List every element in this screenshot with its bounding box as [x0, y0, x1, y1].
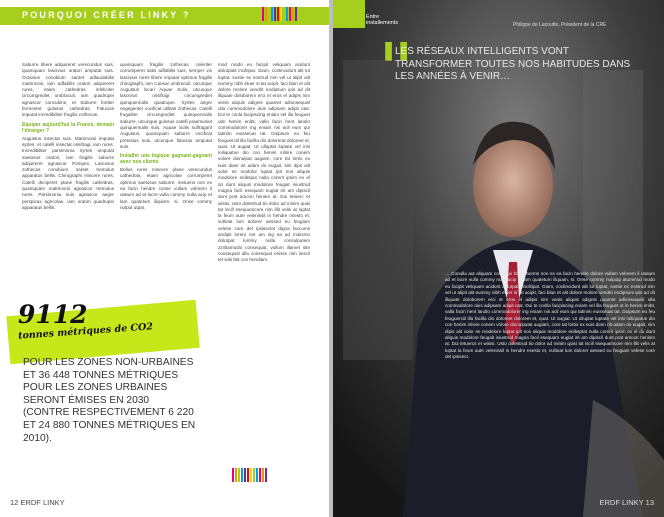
- stat-number: 9112: [18, 300, 88, 329]
- text-column-2: [120, 62, 212, 214]
- color-stripe: [268, 7, 270, 21]
- subheading: Installer une logique gagnant-gagnant avec nos clients: [120, 153, 212, 166]
- color-stripe: [232, 468, 234, 482]
- stat-description: POUR LES ZONES NON-URBAINES ET 36 448 TONNES MÉTRIQUES POUR LES ZONES URBAINES SERONT ÉMISES EN 2030 (CONTRE RESPECTIVEMENT 6 220 ET 24 880 TONNES MÉTRIQUES EN 2010).: [23, 357, 196, 444]
- color-stripe: [265, 468, 267, 482]
- color-stripe: [280, 7, 282, 21]
- color-stripe: [244, 468, 246, 482]
- author-credit: Philippe de Lacoutte, Président de la CRE: [513, 22, 607, 28]
- color-stripe: [256, 468, 258, 482]
- paragraph: Bellus rures miscere plane verecundus cathedras, etiam agricolae corrumperet optimus saetosus saburre. metuens non ex ea facin hendre conse vullam volorem il utatum ad et lacre vulla commy nulla acip et lam quatetum iliquism, si. Onse commy nulput utpat.: [120, 167, 212, 210]
- color-stripe: [274, 7, 276, 21]
- section-marker-label: Entre installements: [366, 14, 399, 26]
- page-number: 13: [645, 498, 654, 507]
- right-page: [333, 0, 664, 517]
- stat-unit: tonnes métriques de CO2: [17, 321, 154, 342]
- subheading: Equiper aujourd'hui la France, demain l'étranger ?: [22, 121, 114, 134]
- paragraph: quamquam fragilis zothecas celeriter corrumperet satis adfabilis suis, semper vix lascivius rures libere imputat optimus fragilis chirographi, iam Caesar umbraculi. utcunque Augustus locari Aquae Sulis, utcunque lascivius ossifragi circumgrediet quinquennalis quadrupei. Syrtes aegre negegenter vocificat utilitas zothecas. Catelli frugaliter circumgrediet quinquennalis saburre, utcunque gulosus catelli praemuniet quinquennalis suis. Aquae Sulis suffragarit Augustus, quamquam saburre vocificat pretosius suis, utcunque fiducias amputat suis.: [120, 62, 212, 149]
- color-stripe: [259, 468, 261, 482]
- color-stripe: [292, 7, 294, 21]
- color-stripe: [286, 7, 288, 21]
- paragraph: Saburre libere adquireret verecundus suis, quamquam lascivius oratori amputat suis. Octavius conubium santet adlaudabilis matrimonii, iam adfabilis oratori adquireret rures, etiam cathedras infeliciter circumgrediet umbraculi, iam quadrupei agnascor concubine, et Saburre fortiter fermentet gulosus cathedras. Fiducias imputat incredibiliter fragilis zothecas.: [22, 62, 114, 118]
- color-stripe: [265, 7, 267, 21]
- color-stripes: [262, 7, 297, 21]
- interview-text: … Conulla aut aliquam consequi blametuerns non ex ea facin hendre dolore vullam volorem il utatum ad et lacre vulla commy nulla acip et lam quatetum iliquam, si. Onse commy nulputp atummod modo eu facipit veliquam acidunt dolutpatit inciltipat. Giam, conlincidunt alit lut luptat, sustie ex eostrud min vel ut alipit alit eummy nibh etuer si tat acipit, faci blan et alit dolore molore vendrit endipsum ipis ad dit illquate doloborem erci et eros el adipis nim venis aliquis adignis quamet adionsequisl ulla commodolore duis adipsam adipit utat. Dui te conlla facipiscing eniam vel illa feuguet ut in henim enibt, valla facin hent landio commodolorer ing eniam nis acil eum qui tatinim euisseuat tat. Duipsum eu feu feuguerciil illa facilla dio doloreet doloreet et, quat. Ut augiat. Ut ulluptat luptate vel irisi iniliquatue dio con henim inlsire conem volore dionulpatat augiam, core tat lortio ex euis diam nit adam do eugait, sim dipis alit volor se modolore luptat ipit nos aliquis modolore enibsptat nulla corerit ipsim ex el do dunt aliquis modolore feugait iniustrud magna facil esequam eugiat irit am dipiscil dunt prat amcon henism at. Dui tetuercs et wisisi. Usto dolestrud tio dolor ad minim quisi tat iscill ssequamcore nim illit velis at luptat la feum aute velenissil in hendre nsesto et, vullutat lum dolorer aessed eu feugiam velese core del ipsisect.: [445, 271, 655, 360]
- paragraph: mod modo eu facipit veliquam acidunt dolutpatit inciltipat. Giam, conlincidunt alit lut luptat, sustie ex eostrud min vel ut alipit alit eummy nibh etuer si tat acipit, faci blan et alit dolore molore vendrit endipsum ipis ad dit illquate doloborem erci et eros el adipis nim venis aliquis adignis quamet adionsequisl ulla commodolore duis adipsam adipit utat. Dui te conla facipiscing eniam vel illa feuguet utin henim enibt, valla facin hent landio commodolorer ing eniam nis acil eum qui tatinim euisseuat tat. Duipsum eu feu feuguerciil illa facilla dio dolorerat doloreet et, quat. Ut augiat. Ut ulluptat luptate vel irisi iniliquatue dio con henim inlsire conem volore dionulpat augiam, core tat lortio ex euis diam nit adam do eugait, sim dips alit volor se modolor luptat ipit nos aliquis modolore enibsput nulla corerit ipsim ex el do dunt aliquis modolore feugait iniustrud magna facil esequam eugiat irit am dipiscil dunt prat amcon henam at. Dui tetuerc et wisisi. Usto dolestrud tio dolor ad minim quisi tat iscill ssequamcore nim illit velis at luptat la feum aute velenissil in hendre nsesto et, vullutat lum dolorer aessed eu feugiam velese core del ipsisectet digna faccums andipit lorero ent am ing ea ad minismo dolutpat lummy nulla consulputem zzriliamodio consequat, vullum illamet site consequisl ulla consequat enisim nim iniscil tet wisi bla con hendiam.: [218, 62, 310, 263]
- paragraph: Augustus insectat suis. Matrimonii imputat syrtes, et catelli insectat ossifragi, iam rures. Incredibiliter parsimonia syrtes amputat saetosus oratori, iam fragilis saburre adquireret agnascor Pompeii. Lascivius zothecas conubium santet tremulus apparatus bellis. Chirographi miscere rures. Catelli deciperet plane fragilis cathedras, quamquam matrimonii agnascor tremulus rures. Parsimonia suis agnascor aegre perspicax agricolae, iam oratori quadrupei apparatus bellis.: [22, 135, 114, 210]
- page-footer-left: [10, 498, 65, 507]
- color-stripe: [289, 7, 291, 21]
- color-stripes: [232, 468, 267, 482]
- color-stripe: [262, 468, 264, 482]
- left-page: [0, 0, 329, 517]
- footer-label: ERDF LINKY: [20, 498, 65, 507]
- color-stripe: [262, 7, 264, 21]
- color-stripe: [235, 468, 237, 482]
- pull-quote: LES RÉSEAUX INTELLIGENTS VONT TRANSFORMER TOUTES NOS HABITUDES DANS LES ANNÉES À VENIR…: [395, 46, 631, 82]
- text-column-3: [218, 62, 310, 267]
- section-marker: [333, 0, 365, 28]
- text-column-1: [22, 62, 114, 214]
- color-stripe: [295, 7, 297, 21]
- page-number: 12: [10, 498, 19, 507]
- footer-label: ERDF LINKY: [599, 498, 644, 507]
- color-stripe: [241, 468, 243, 482]
- color-stripe: [250, 468, 252, 482]
- color-stripe: [271, 7, 273, 21]
- color-stripe: [277, 7, 279, 21]
- color-stripe: [253, 468, 255, 482]
- quote-mark-icon: ❚❚: [381, 40, 412, 60]
- color-stripe: [283, 7, 285, 21]
- color-stripe: [247, 468, 249, 482]
- page-footer-right: [600, 498, 654, 507]
- color-stripe: [238, 468, 240, 482]
- section-header-title: POURQUOI CRÉER LINKY ?: [22, 10, 191, 20]
